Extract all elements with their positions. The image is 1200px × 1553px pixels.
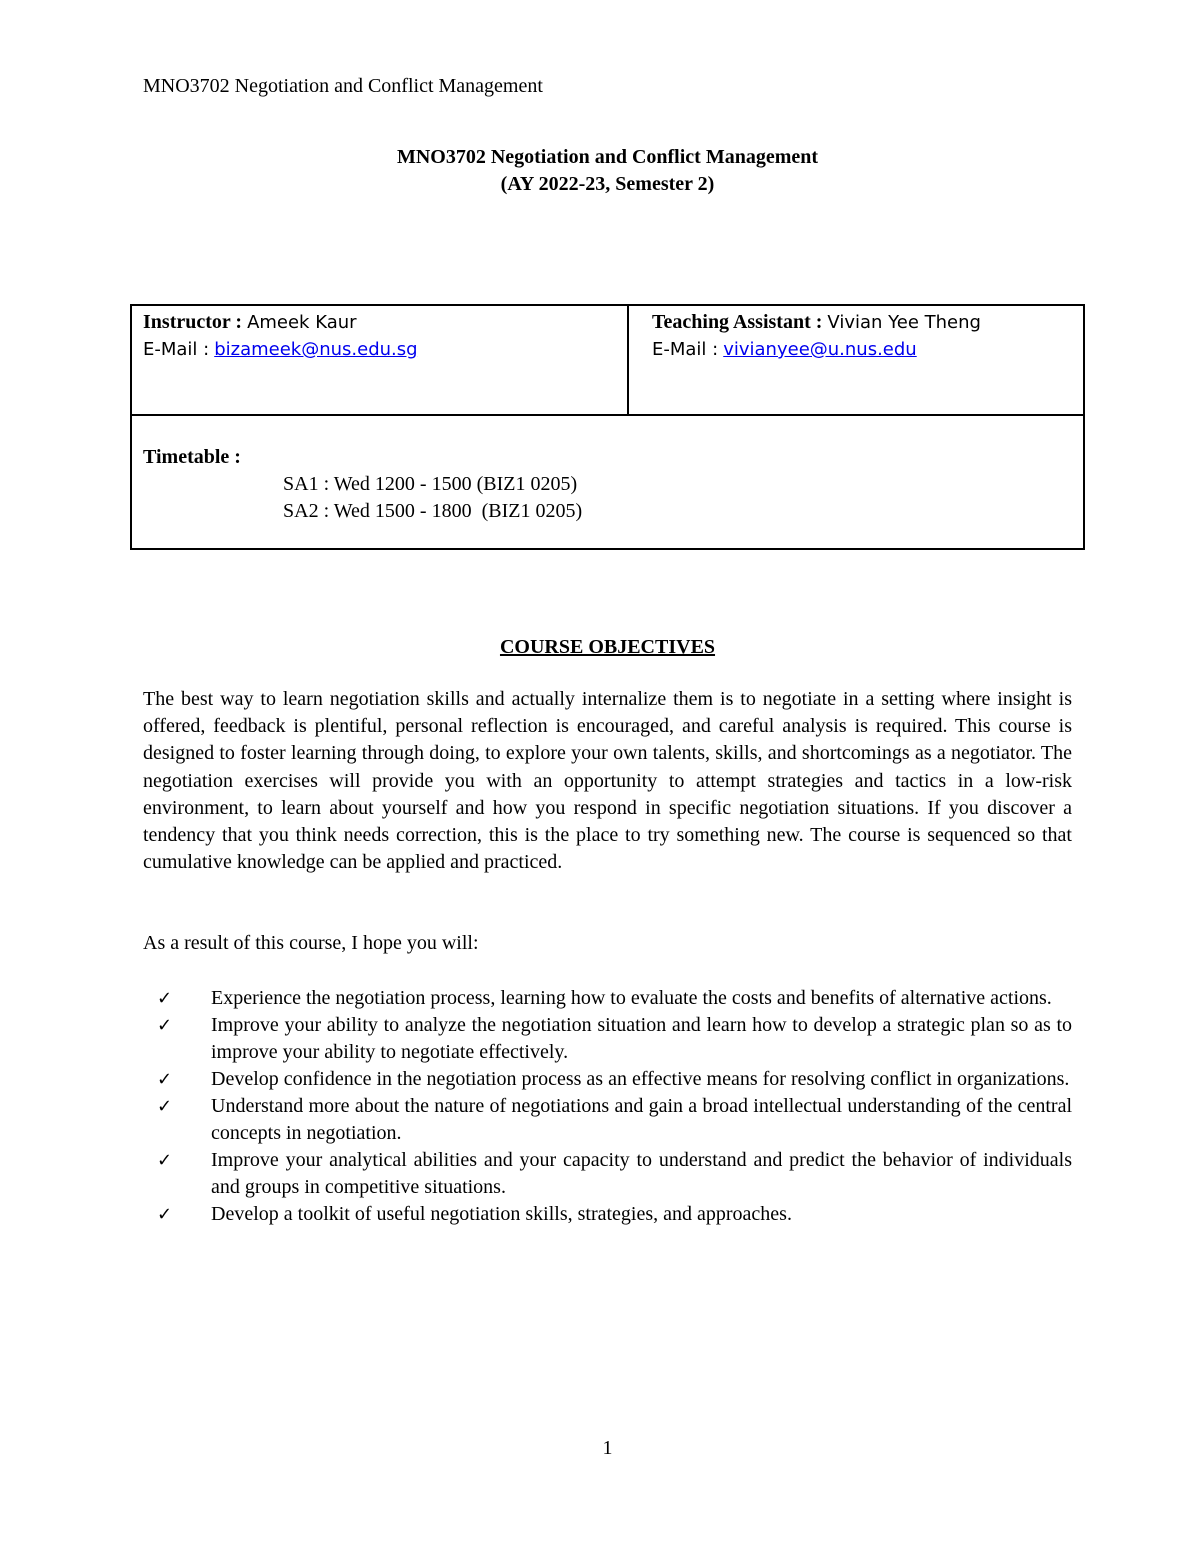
teaching-assistant-cell [629,306,1084,414]
instructor-label: Instructor : [143,311,243,333]
list-item-text: Improve your ability to analyze the negotiation situation and learn how to develop a strategic plan so as to improve your ability to negotiate effectively. [211,1014,1072,1063]
instructor-cell [132,306,629,414]
instructor-email-link[interactable]: bizameek@nus.edu.sg [214,339,418,360]
timetable-session-sa2: SA2 : Wed 1500 - 1800 (BIZ1 0205) [283,500,583,522]
checkmark-icon: ✓ [157,1204,173,1225]
page-number: 1 [602,1437,613,1459]
objectives-intro-paragraph: The best way to learn negotiation skills and actually internalize them is to negotiate in a setting where insight is offered, feedback is plentiful, personal reflection is encouraged, and careful analysis is required. This course is designed to foster learning through doing, to explore your own talents, skills, and shortcomings as a negotiator. The negotiation exercises will provide you with an opportunity to attempt strategies and tactics in a low-risk environment, to learn about yourself and how you respond in specific negotiation situations. If you discover a tendency that you think needs correction, this is the place to try something new. The course is sequenced so that cumulative knowledge can be applied and practiced. [143,688,1072,874]
list-item-text: Develop a toolkit of useful negotiation skills, strategies, and approaches. [211,1203,792,1225]
checkmark-icon: ✓ [157,988,173,1009]
checkmark-icon: ✓ [157,1096,173,1117]
ta-label: Teaching Assistant : [652,311,823,333]
course-objectives-heading: COURSE OBJECTIVES [499,636,716,658]
list-item-text: Improve your analytical abilities and your capacity to understand and predict the behavior of individuals and groups in competitive situations. [211,1149,1072,1198]
title-line-term: (AY 2022-23, Semester 2) [500,173,715,195]
list-item-text: Understand more about the nature of negotiations and gain a broad intellectual understanding of the central concepts in negotiation. [211,1095,1072,1144]
list-item-text: Experience the negotiation process, learning how to evaluate the costs and benefits of alternative actions. [211,987,1052,1009]
instructor-email-line [143,337,418,362]
checkmark-icon: ✓ [157,1069,173,1090]
ta-email-link[interactable]: vivianyee@u.nus.edu [723,339,917,360]
list-item [143,1147,1072,1201]
list-item-text: Develop confidence in the negotiation process as an effective means for resolving conflict in organizations. [211,1068,1070,1090]
timetable-session-sa1: SA1 : Wed 1200 - 1500 (BIZ1 0205) [283,473,578,495]
ta-email-label: E-Mail : [652,339,719,360]
instructor-line [143,310,357,335]
document-title [0,144,1200,198]
list-item [143,1093,1072,1147]
list-item [143,1201,1072,1228]
course-info-table [130,304,1085,550]
timetable-label: Timetable : [143,446,241,468]
objectives-lead-in: As a result of this course, I hope you will: [143,932,479,954]
list-item [143,1066,1072,1093]
ta-name: Vivian Yee Theng [827,312,981,333]
ta-line [652,310,981,335]
list-item [143,985,1072,1012]
title-line-course: MNO3702 Negotiation and Conflict Management [396,146,819,168]
checkmark-icon: ✓ [157,1150,173,1171]
checkmark-icon: ✓ [157,1015,173,1036]
instructor-name: Ameek Kaur [247,312,357,333]
objectives-list [143,985,1072,1228]
list-item [143,1012,1072,1066]
timetable-cell [132,414,1083,550]
ta-email-line [652,337,917,362]
instructor-email-label: E-Mail : [143,339,210,360]
running-header: MNO3702 Negotiation and Conflict Management [143,75,543,97]
